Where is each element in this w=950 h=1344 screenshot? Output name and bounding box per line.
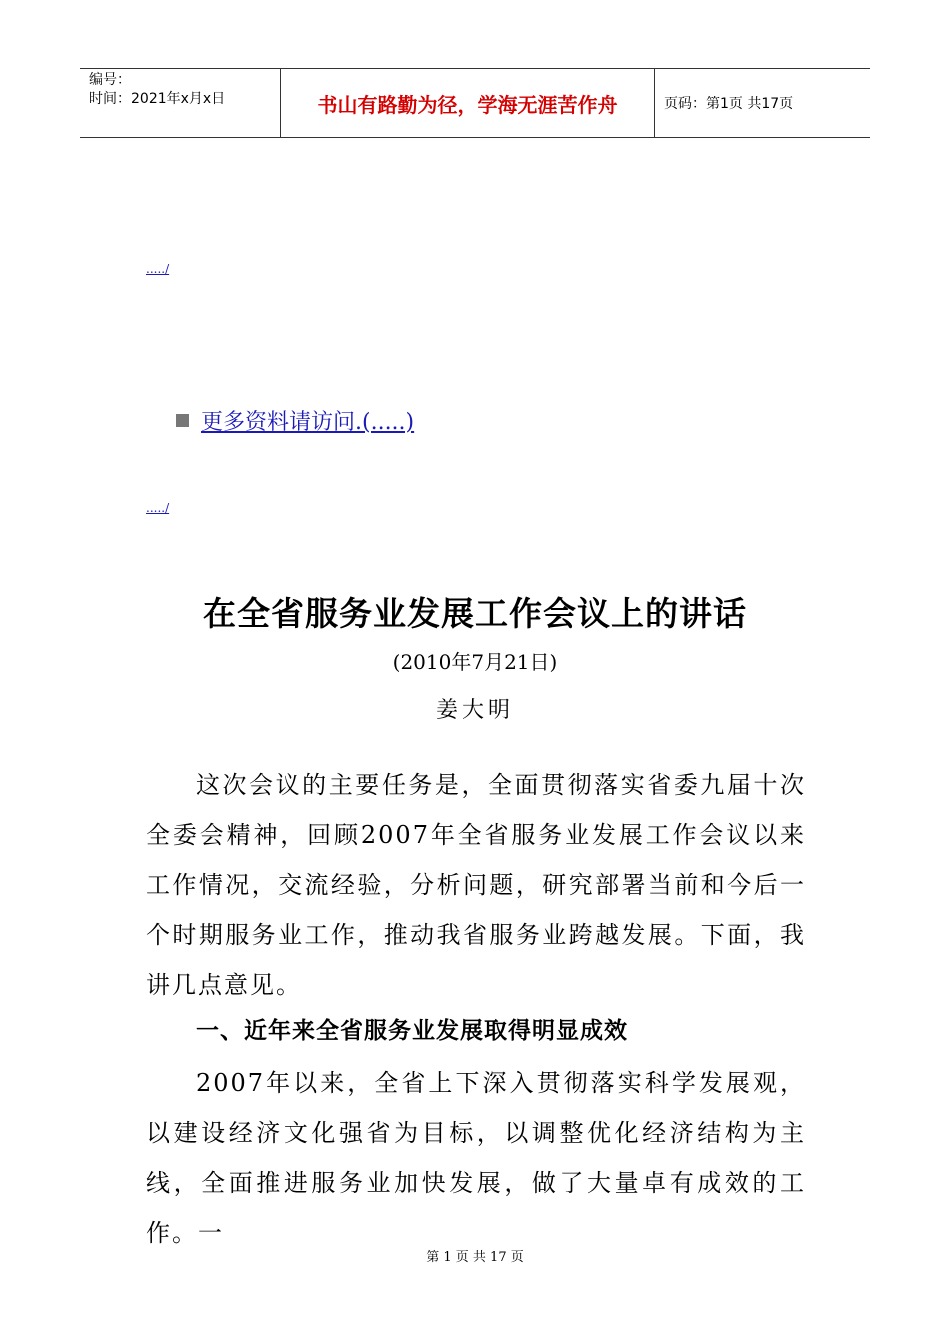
paragraph-intro: 这次会议的主要任务是，全面贯彻落实省委九届十次全委会精神，回顾2007年全省服务业发展工作会议以来工作情况，交流经验，分析问题，研究部署当前和今后一个时期服务业工作，推动我省服务业跨越发展。下面，我讲几点意见。 xyxy=(146,771,806,999)
document-title: 在全省服务业发展工作会议上的讲话 xyxy=(203,594,747,633)
document-author: 姜大明 xyxy=(435,698,514,723)
paragraph-section-1: 2007年以来，全省上下深入贯彻落实科学发展观，以建设经济文化强省为目标，以调整优化经济结构为主线，全面推进服务业加快发展，做了大量卓有成效的工作。一 xyxy=(146,1069,806,1247)
header-meta-cell xyxy=(80,69,281,137)
more-resources-link[interactable]: 更多资料请访问.(.....) xyxy=(201,410,415,435)
header-page-info: 页码：第1页 共17页 xyxy=(664,96,794,112)
number-label: 编号： xyxy=(89,72,131,88)
header-motto: 书山有路勤为径，学海无涯苦作舟 xyxy=(281,69,655,137)
square-bullet-icon xyxy=(176,414,189,427)
time-label: 时间：2021年x月x日 xyxy=(89,91,226,107)
page-footer: 第 1 页 共 17 页 xyxy=(426,1250,524,1265)
small-link-top[interactable]: ...../ xyxy=(146,262,170,276)
document-header xyxy=(80,68,870,138)
document-date: (2010年7月21日) xyxy=(392,650,558,674)
small-link-bottom[interactable]: ...../ xyxy=(146,501,170,515)
section-heading-1: 一、近年来全省服务业发展取得明显成效 xyxy=(196,1018,628,1044)
more-resources-row xyxy=(176,405,414,436)
